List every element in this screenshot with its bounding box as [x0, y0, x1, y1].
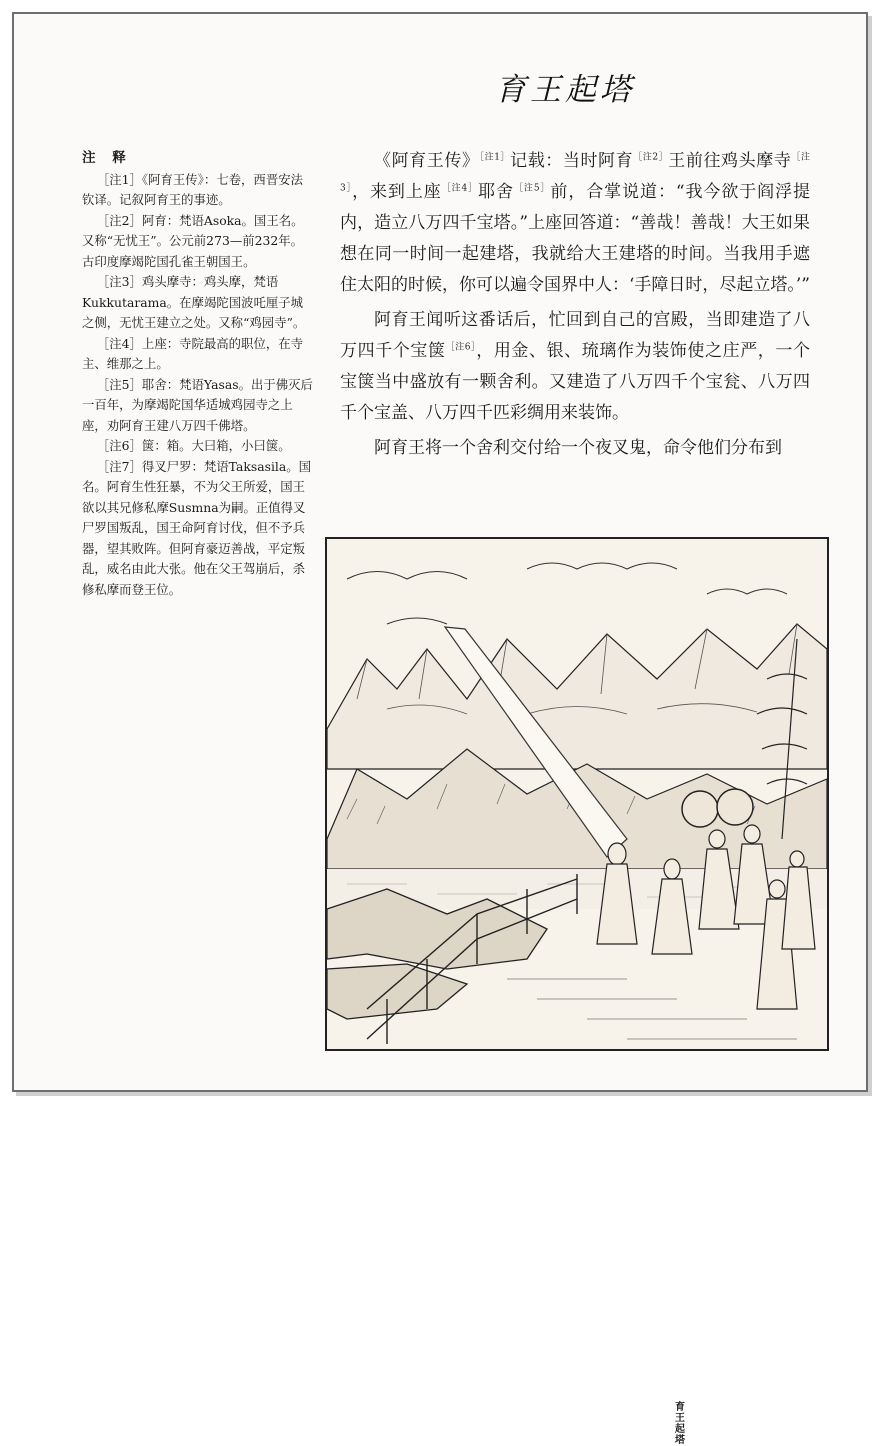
note-6: ［注6］箧：箱。大曰箱，小曰箧。: [96, 438, 291, 453]
note-2: ［注2］阿育：梵语Asoka。国王名。又称“无忧王”。公元前273—前232年。古印度摩竭陀国孔雀王朝国王。: [82, 212, 304, 269]
text-span: ，用金、银、琉璃作为装饰使之庄严，一个宝箧当中盛放有一颗舍利。又建造了八万四千个宝瓮、八万四千个宝盖、八万四千匹彩绸用来装饰。: [340, 341, 810, 423]
text-span: 王前往鸡头摩寺: [668, 151, 792, 171]
main-text: [340, 146, 810, 468]
notes-heading: 注 释: [82, 150, 132, 166]
footnote-ref-5: ［注5］: [513, 183, 551, 194]
paragraph-3: 阿育王将一个舍利交付给一个夜叉鬼，命令他们分布到: [374, 438, 782, 458]
footnote-ref-1: ［注1］: [479, 152, 511, 163]
illustration-inscription: 育王起塔: [675, 1402, 685, 1446]
paragraph-1: [340, 146, 810, 301]
text-span: 记载：当时阿育: [510, 151, 634, 171]
text-span: 耶舍: [478, 182, 514, 202]
text-span: 前，合掌说道：“我今欲于阎浮提内，造立八万四千宝塔。”上座回答道：“善哉！善哉！大王如果想在同一时间一起建塔，我就给大王建塔的时间。当我用手遮住太阳的时候，你可以遍令国界中人：‘手障日时，尽起立塔。’”: [340, 182, 811, 295]
footnote-ref-3: ［注3］: [340, 152, 810, 194]
woodblock-illustration: [325, 537, 829, 1446]
notes-column: [82, 148, 314, 600]
note-7: ［注7］得叉尸罗：梵语Taksasila。国名。阿育生性狂暴，不为父王所爱，国王欲以其兄修私摩Susmna为嗣。正值得叉尸罗国叛乱，国王命阿育讨伐，但不予兵器，望其败阵。但阿育豪迈善战，平定叛乱，威名由此大张。他在父王驾崩后，杀修私摩而登王位。: [82, 458, 312, 597]
footnote-ref-4: ［注4］: [441, 183, 479, 194]
note-3: ［注3］鸡头摩寺：鸡头摩，梵语Kukkutarama。在摩竭陀国波吒厘子城之侧，无忧王建立之处。又称“鸡园寺”。: [82, 274, 306, 330]
illustration-drawing: [327, 539, 827, 1049]
text-span: ，来到上座: [352, 182, 442, 202]
note-5: ［注5］耶舍：梵语Yasas。出于佛灭后一百年，为摩竭陀国华适城鸡园寺之上座，劝阿育王建八万四千佛塔。: [82, 376, 313, 433]
paragraph-2: [340, 305, 810, 429]
text-span: 《阿育王传》: [374, 151, 480, 171]
note-1: ［注1］《阿育王传》：七卷，西晋安法钦译。记叙阿育王的事迹。: [82, 171, 303, 207]
note-4: ［注4］上座：寺院最高的职位，在寺主、维那之上。: [82, 335, 304, 371]
footnote-ref-2: ［注2］: [633, 152, 669, 163]
page-title: 育王起塔: [495, 72, 635, 108]
text-span: 阿育王闻听这番话后，忙回到自己的宫殿，当即建造了八万四千个宝箧: [340, 310, 810, 361]
footnote-ref-6: ［注6］: [445, 342, 477, 353]
